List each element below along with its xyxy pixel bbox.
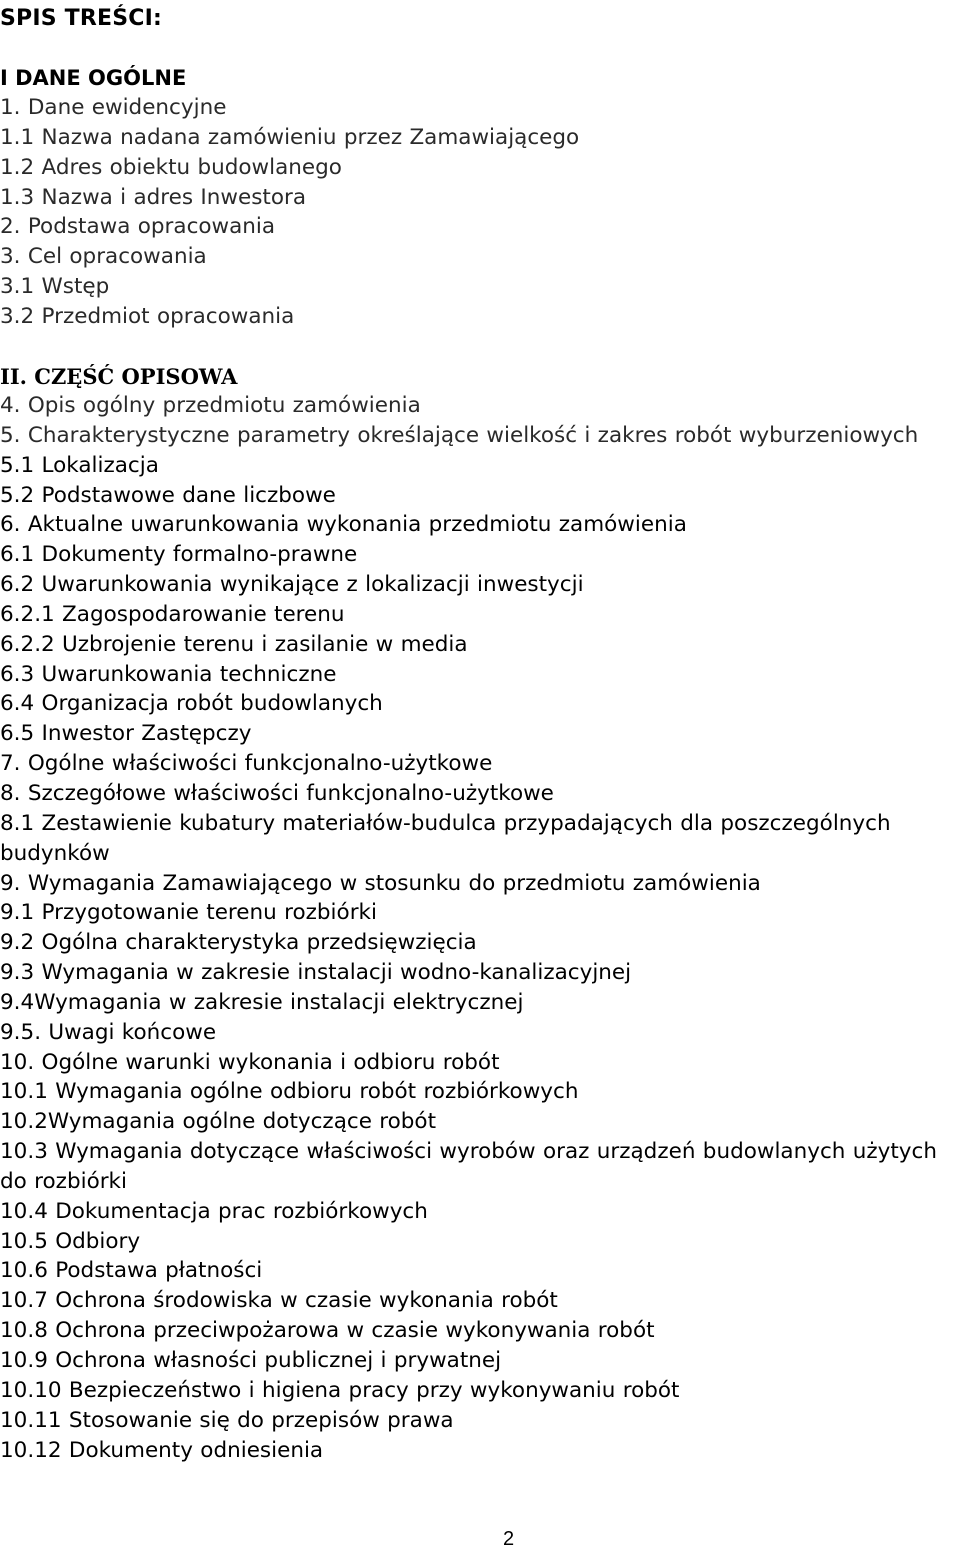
toc-entry: 6.2 Uwarunkowania wynikające z lokalizacji inwestycji [0,572,584,598]
toc-entry: 3.2 Przedmiot opracowania [0,303,295,329]
toc-entry: 10.9 Ochrona własności publicznej i prywatnej [0,1348,502,1373]
toc-entry: 6.2.2 Uzbrojenie terenu i zasilanie w media [0,631,468,657]
toc-entry: 10.3 Wymagania dotyczące właściwości wyrobów oraz urządzeń budowlanych użytych do rozbiórki [0,1139,937,1194]
section-heading: I DANE OGÓLNE [0,66,187,90]
toc-entry: 1.2 Adres obiektu budowlanego [0,154,342,180]
toc-entry: 10.2Wymagania ogólne dotyczące robót [0,1109,437,1135]
toc-entry: 5.1 Lokalizacja [0,452,159,478]
toc-entry: 9.2 Ogólna charakterystyka przedsięwzięcia [0,930,477,956]
toc-entry: 10.1 Wymagania ogólne odbioru robót rozbiórkowych [0,1079,579,1105]
toc-entry: 9. Wymagania Zamawiającego w stosunku do przedmiotu zamówienia [0,870,761,896]
toc-entry: 3.1 Wstęp [0,274,110,300]
toc-entry: 10.8 Ochrona przeciwpożarowa w czasie wykonywania robót [0,1318,655,1344]
toc-entry: 5. Charakterystyczne parametry określające wielkość i zakres robót wyburzeniowych [0,422,919,448]
toc-entry: 4. Opis ogólny przedmiotu zamówienia [0,393,421,418]
section-heading: II. CZĘŚĆ OPISOWA [0,364,238,389]
toc-entry: 10.6 Podstawa płatności [0,1258,263,1284]
toc-entry: 9.1 Przygotowanie terenu rozbiórki [0,900,377,926]
toc-entry: 9.5. Uwagi końcowe [0,1019,217,1045]
toc-entry: 9.3 Wymagania w zakresie instalacji wodno-kanalizacyjnej [0,960,632,986]
toc-entry: 1.1 Nazwa nadana zamówieniu przez Zamawiającego [0,124,580,150]
toc-entry: 6. Aktualne uwarunkowania wykonania przedmiotu zamówienia [0,512,687,538]
toc-entry: 10.4 Dokumentacja prac rozbiórkowych [0,1198,428,1224]
toc-entry: 10.12 Dokumenty odniesienia [0,1437,324,1463]
toc-entry: 3. Cel opracowania [0,244,207,270]
toc-entry: 10. Ogólne warunki wykonania i odbioru robót [0,1049,500,1075]
section-descriptive-part [0,362,960,1465]
toc-entry: 1.3 Nazwa i adres Inwestora [0,184,307,210]
toc-entry: 9.4Wymagania w zakresie instalacji elektrycznej [0,989,524,1015]
section-entries [0,93,960,332]
toc-entry: 8. Szczegółowe właściwości funkcjonalno-użytkowe [0,780,554,806]
toc-entry: 7. Ogólne właściwości funkcjonalno-użytkowe [0,751,493,777]
toc-entry: 6.2.1 Zagospodarowanie terenu [0,601,345,627]
toc-entry: 1. Dane ewidencyjne [0,95,227,120]
toc-entry: 6.4 Organizacja robót budowlanych [0,691,383,717]
page-number: 2 [502,1528,515,1550]
toc-entry: 6.1 Dokumenty formalno-prawne [0,542,358,568]
section-entries [0,391,960,1465]
toc-entry: 10.5 Odbiory [0,1228,141,1254]
toc-entry: 6.5 Inwestor Zastępczy [0,721,252,747]
toc-entry: 6.3 Uwarunkowania techniczne [0,661,337,687]
toc-entry: 8.1 Zestawienie kubatury materiałów-budulca przypadających dla poszczególnych budynków [0,810,891,866]
toc-entry: 5.2 Podstawowe dane liczbowe [0,482,336,508]
toc-entry: 2. Podstawa opracowania [0,214,276,240]
toc-entry: 10.10 Bezpieczeństwo i higiena pracy przy wykonywaniu robót [0,1377,680,1403]
section-general-data [0,64,960,332]
toc-entry: 10.11 Stosowanie się do przepisów prawa [0,1407,454,1433]
toc-title: SPIS TREŚCI: [0,6,163,31]
toc-entry: 10.7 Ochrona środowiska w czasie wykonania robót [0,1288,558,1314]
